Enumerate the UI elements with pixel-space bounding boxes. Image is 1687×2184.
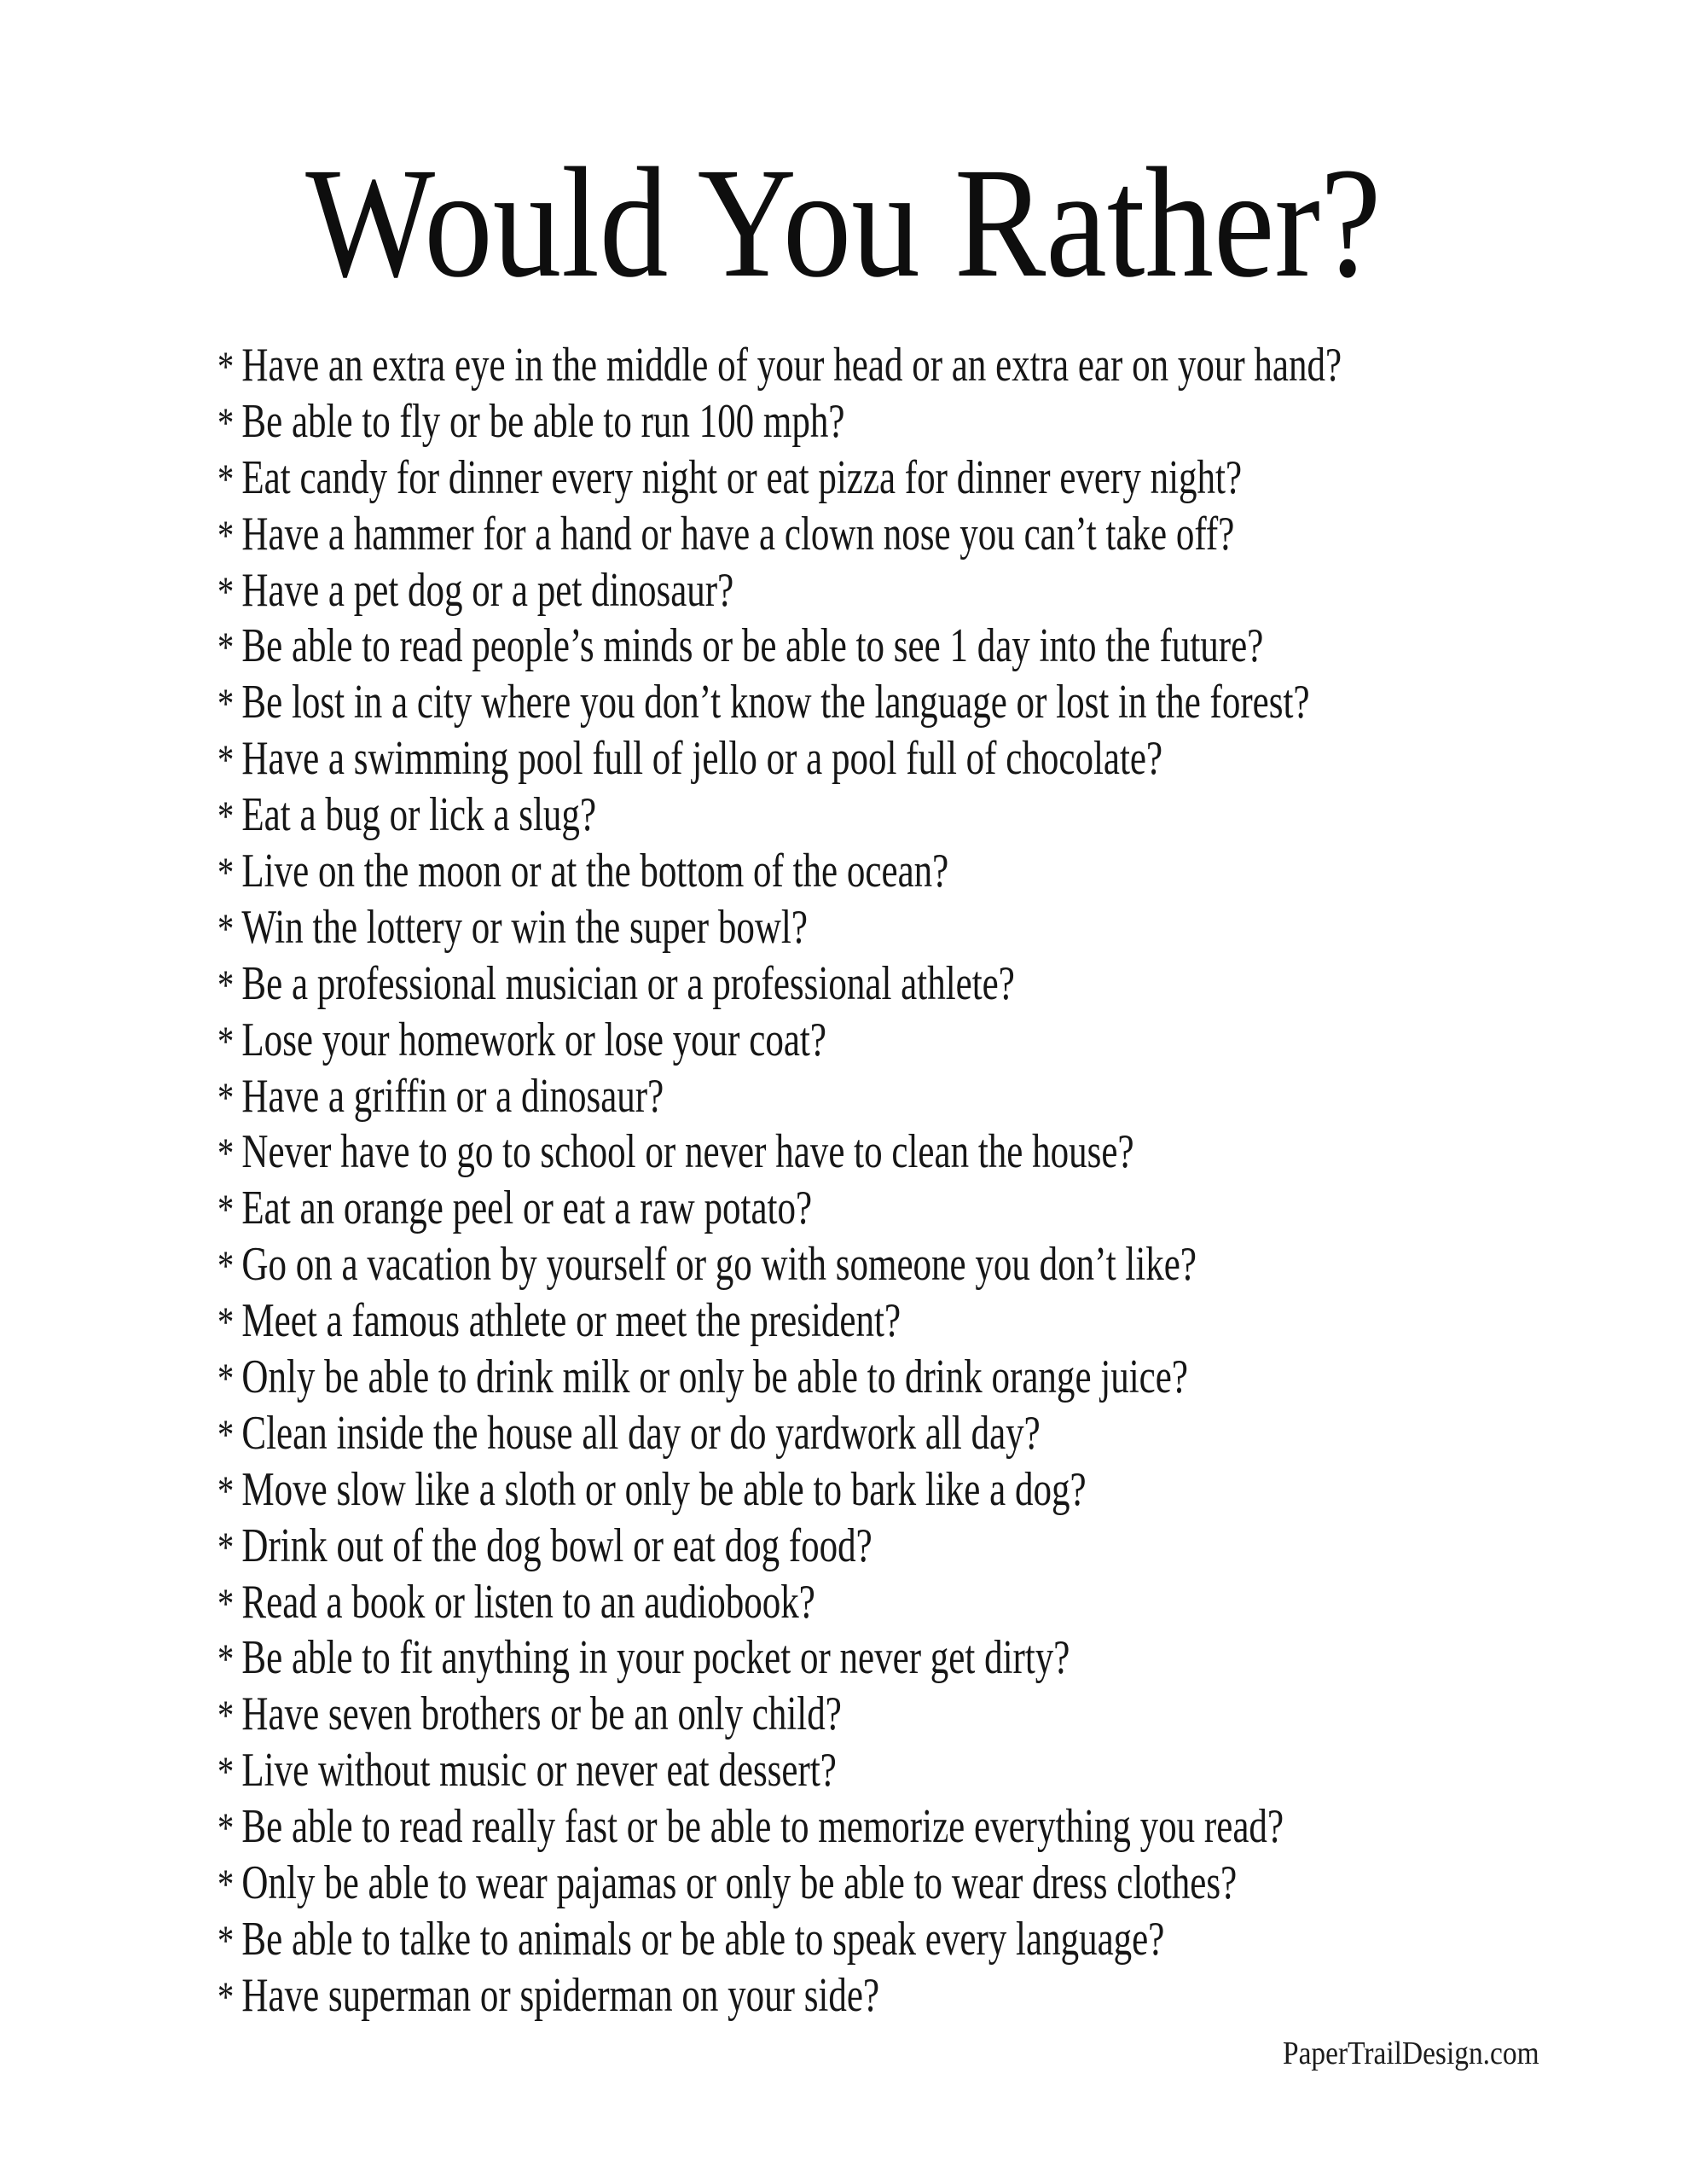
asterisk-bullet-icon: *	[217, 1804, 235, 1852]
asterisk-bullet-icon: *	[217, 1747, 235, 1796]
question-list	[217, 338, 1681, 2024]
asterisk-bullet-icon: *	[217, 454, 235, 502]
question-item	[217, 1799, 1342, 1856]
question-item	[217, 1519, 1342, 1575]
question-text: Live on the moon or at the bottom of the ocean?	[241, 845, 949, 898]
question-text: Only be able to drink milk or only be able to drink orange juice?	[241, 1350, 1188, 1404]
asterisk-bullet-icon: *	[217, 1241, 235, 1290]
question-item	[217, 1406, 1342, 1462]
question-text: Eat candy for dinner every night or eat pizza for dinner every night?	[241, 450, 1243, 504]
title-container	[0, 136, 1687, 311]
question-item	[217, 1743, 1342, 1799]
asterisk-bullet-icon: *	[217, 1185, 235, 1234]
asterisk-bullet-icon: *	[217, 848, 235, 897]
question-item	[217, 1124, 1342, 1181]
question-text: Read a book or listen to an audiobook?	[241, 1575, 815, 1629]
question-item	[217, 1968, 1342, 2024]
question-text: Be able to read people’s minds or be able to see 1 day into the future?	[241, 619, 1264, 673]
asterisk-bullet-icon: *	[217, 342, 235, 390]
question-item	[217, 619, 1342, 675]
question-item	[217, 1462, 1342, 1519]
question-item	[217, 956, 1342, 1013]
question-item	[217, 1630, 1342, 1687]
asterisk-bullet-icon: *	[217, 1691, 235, 1740]
asterisk-bullet-icon: *	[217, 735, 235, 784]
question-text: Have a swimming pool full of jello or a pool full of chocolate?	[241, 732, 1163, 786]
question-item	[217, 1013, 1342, 1069]
question-text: Live without music or never eat dessert?	[241, 1744, 837, 1798]
question-text: Have superman or spiderman on your side?	[241, 1968, 880, 2022]
question-item	[217, 1350, 1342, 1406]
question-text: Be able to read really fast or be able to memorize everything you read?	[241, 1800, 1284, 1854]
question-item	[217, 1237, 1342, 1293]
question-item	[217, 675, 1342, 731]
question-text: Be able to fit anything in your pocket or never get dirty?	[241, 1631, 1070, 1685]
question-text: Go on a vacation by yourself or go with someone you don’t like?	[241, 1238, 1197, 1292]
question-item	[217, 1293, 1342, 1350]
asterisk-bullet-icon: *	[217, 792, 235, 840]
question-item	[217, 450, 1342, 507]
question-item	[217, 787, 1342, 844]
asterisk-bullet-icon: *	[217, 623, 235, 671]
question-item	[217, 1181, 1342, 1237]
question-text: Move slow like a sloth or only be able to bark like a dog?	[241, 1462, 1087, 1516]
asterisk-bullet-icon: *	[217, 1915, 235, 1964]
question-text: Lose your homework or lose your coat?	[241, 1013, 826, 1066]
question-text: Be lost in a city where you don’t know the language or lost in the forest?	[241, 676, 1310, 729]
question-text: Have an extra eye in the middle of your head or an extra ear on your hand?	[241, 339, 1342, 392]
question-item	[217, 1856, 1342, 1912]
page-title: Would You Rather?	[305, 136, 1382, 311]
asterisk-bullet-icon: *	[217, 903, 235, 952]
question-text: Meet a famous athlete or meet the president?	[241, 1294, 901, 1348]
question-text: Be able to fly or be able to run 100 mph?	[241, 394, 845, 448]
question-text: Clean inside the house all day or do yardwork all day?	[241, 1406, 1041, 1460]
question-item	[217, 1912, 1342, 1968]
question-item	[217, 563, 1342, 619]
asterisk-bullet-icon: *	[217, 1972, 235, 2020]
asterisk-bullet-icon: *	[217, 566, 235, 615]
question-text: Eat an orange peel or eat a raw potato?	[241, 1182, 813, 1235]
asterisk-bullet-icon: *	[217, 679, 235, 728]
question-text: Only be able to wear pajamas or only be able to wear dress clothes?	[241, 1856, 1238, 1910]
question-item	[217, 900, 1342, 956]
asterisk-bullet-icon: *	[217, 1409, 235, 1458]
question-text: Drink out of the dog bowl or eat dog food?	[241, 1519, 872, 1572]
question-item	[217, 1687, 1342, 1743]
asterisk-bullet-icon: *	[217, 398, 235, 446]
question-text: Have seven brothers or be an only child?	[241, 1687, 842, 1741]
question-text: Never have to go to school or never have to clean the house?	[241, 1125, 1134, 1179]
site-credit: PaperTrailDesign.com	[1283, 2036, 1539, 2071]
asterisk-bullet-icon: *	[217, 1354, 235, 1403]
question-text: Have a pet dog or a pet dinosaur?	[241, 563, 734, 617]
asterisk-bullet-icon: *	[217, 1578, 235, 1627]
question-item	[217, 1069, 1342, 1125]
asterisk-bullet-icon: *	[217, 1466, 235, 1514]
question-item	[217, 1575, 1342, 1631]
question-item	[217, 844, 1342, 900]
question-text: Be a professional musician or a professional athlete?	[241, 956, 1015, 1010]
question-item	[217, 731, 1342, 787]
question-text: Have a griffin or a dinosaur?	[241, 1069, 664, 1123]
question-text: Be able to talke to animals or be able to speak every language?	[241, 1912, 1165, 1966]
question-text: Win the lottery or win the super bowl?	[241, 900, 808, 954]
asterisk-bullet-icon: *	[217, 1072, 235, 1121]
asterisk-bullet-icon: *	[217, 1635, 235, 1683]
question-text: Have a hammer for a hand or have a clown nose you can’t take off?	[241, 507, 1235, 561]
question-item	[217, 394, 1342, 450]
asterisk-bullet-icon: *	[217, 1016, 235, 1065]
question-item	[217, 338, 1342, 394]
asterisk-bullet-icon: *	[217, 1522, 235, 1571]
asterisk-bullet-icon: *	[217, 1860, 235, 1908]
asterisk-bullet-icon: *	[217, 960, 235, 1008]
question-item	[217, 507, 1342, 563]
asterisk-bullet-icon: *	[217, 510, 235, 559]
question-text: Eat a bug or lick a slug?	[241, 788, 597, 842]
asterisk-bullet-icon: *	[217, 1298, 235, 1346]
asterisk-bullet-icon: *	[217, 1129, 235, 1177]
